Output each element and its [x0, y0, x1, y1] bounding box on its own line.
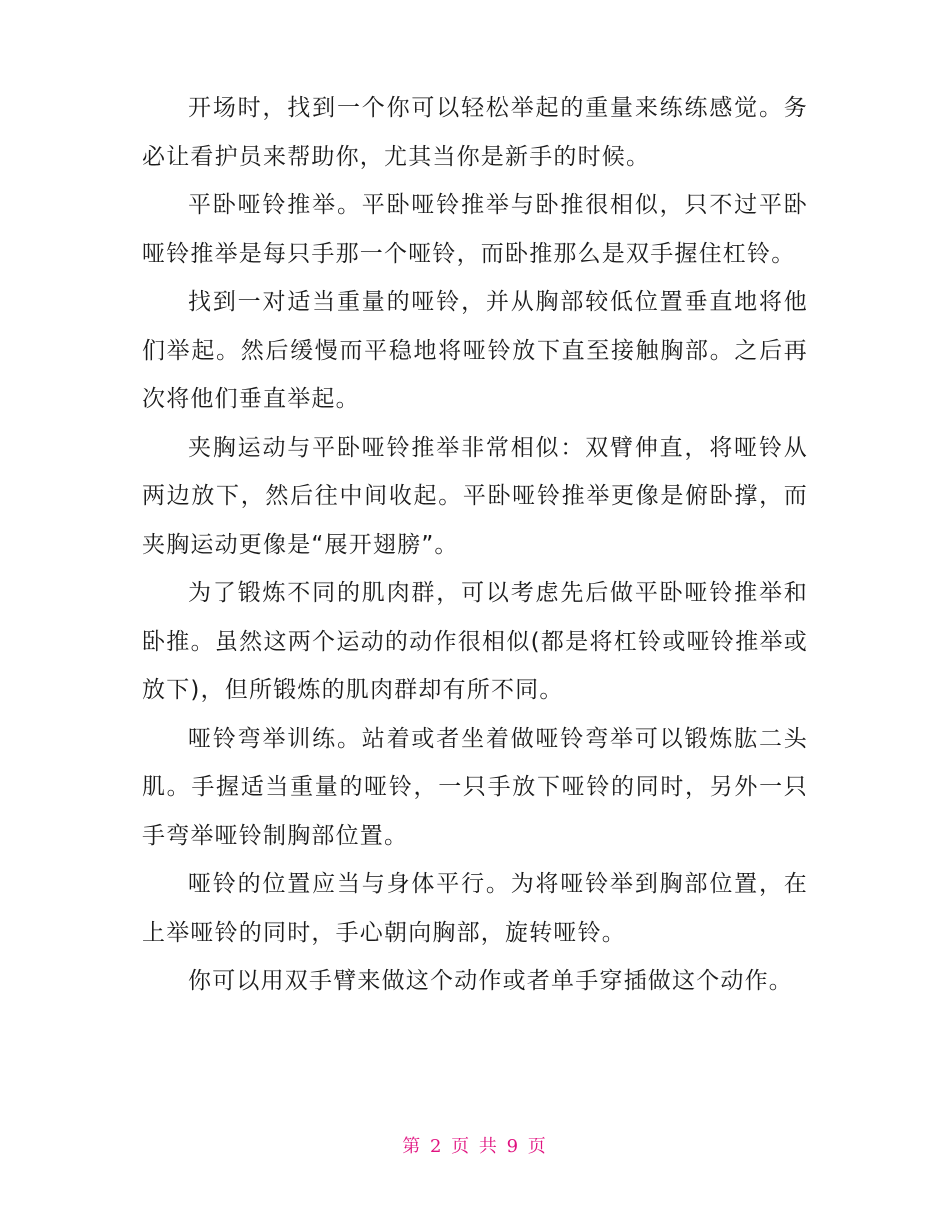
paragraph-7: 哑铃的位置应当与身体平行。为将哑铃举到胸部位置，在上举哑铃的同时，手心朝向胸部，旋转哑铃。: [142, 871, 808, 946]
paragraph-5: 为了锻炼不同的肌肉群，可以考虑先后做平卧哑铃推举和卧推。虽然这两个运动的动作很相似(都是将杠铃或哑铃推举或放下)，但所锻炼的肌肉群却有所不同。: [142, 580, 808, 703]
page-number-label: 第 2 页 共 9 页: [402, 1136, 548, 1157]
page-footer: [0, 1132, 950, 1158]
paragraph-8: 你可以用双手臂来做这个动作或者单手穿插做这个动作。: [188, 968, 793, 994]
document-body: [142, 84, 808, 1006]
paragraph-1: 开场时，找到一个你可以轻松举起的重量来练练感觉。务必让看护员来帮助你，尤其当你是新手的时候。: [142, 95, 808, 170]
paragraph-3: 找到一对适当重量的哑铃，并从胸部较低位置垂直地将他们举起。然后缓慢而平稳地将哑铃放下直至接触胸部。之后再次将他们垂直举起。: [142, 289, 808, 412]
paragraph-6: 哑铃弯举训练。站着或者坐着做哑铃弯举可以锻炼肱二头肌。手握适当重量的哑铃，一只手放下哑铃的同时，另外一只手弯举哑铃制胸部位置。: [142, 725, 808, 849]
paragraph-2: 平卧哑铃推举。平卧哑铃推举与卧推很相似，只不过平卧哑铃推举是每只手那一个哑铃，而卧推那么是双手握住杠铃。: [142, 192, 808, 267]
paragraph-4: 夹胸运动与平卧哑铃推举非常相似：双臂伸直，将哑铃从两边放下，然后往中间收起。平卧哑铃推举更像是俯卧撑，而夹胸运动更像是“展开翅膀”。: [142, 434, 808, 558]
